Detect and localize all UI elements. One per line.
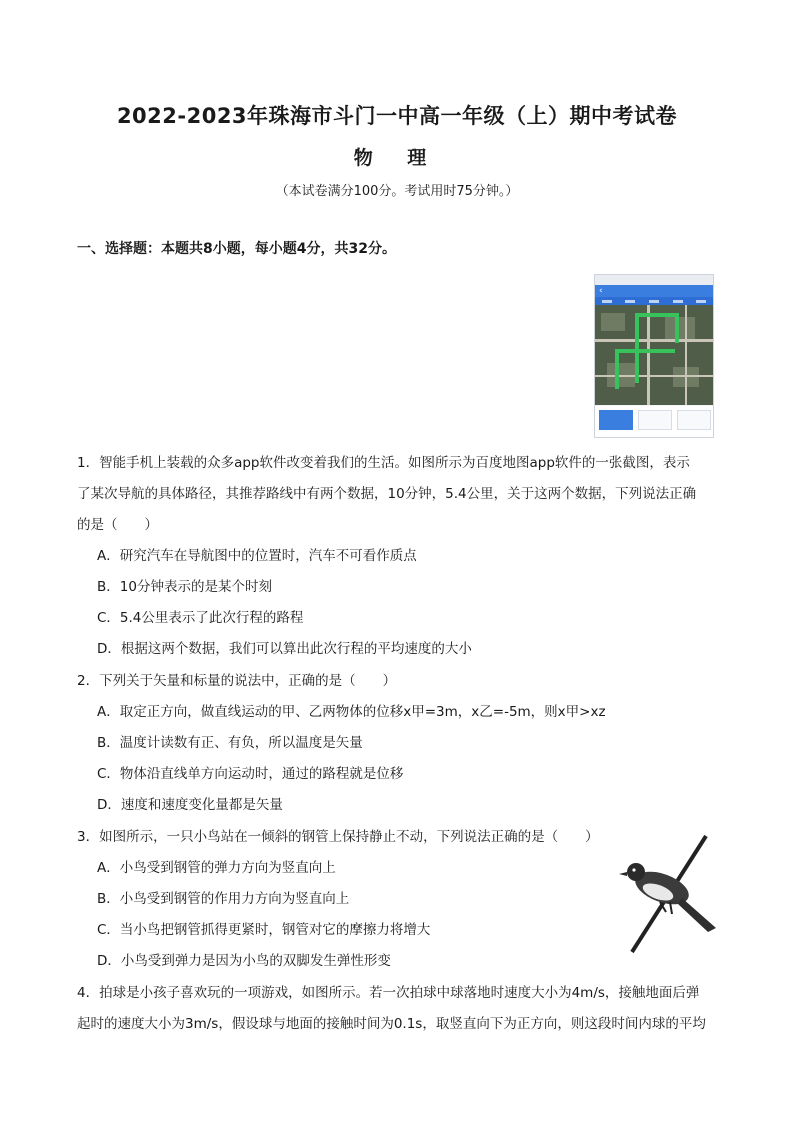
q3-option-b: B．小鸟受到钢管的作用力方向为竖直向上 <box>97 891 350 907</box>
route-options-panel <box>595 406 713 437</box>
bird-beak <box>619 872 627 876</box>
bird-tail <box>678 898 716 932</box>
bird-head <box>627 863 645 881</box>
back-arrow-icon: ‹ <box>599 286 603 296</box>
q4-stem-line-1: 4．拍球是小孩子喜欢玩的一项游戏，如图所示。若一次拍球中球落地时速度大小为4m/s，接触地面后弹 <box>77 985 700 1001</box>
q4-stem-line-2: 起时的速度大小为3m/s，假设球与地面的接触时间为0.1s，取竖直向下为正方向，则这段时间内球的平均 <box>77 1016 706 1032</box>
exam-note: （本试卷满分100分。考试用时75分钟。） <box>275 184 519 199</box>
q2-option-d: D．速度和速度变化量都是矢量 <box>97 797 283 813</box>
q3-option-d: D．小鸟受到弹力是因为小鸟的双脚发生弹性形变 <box>97 953 391 969</box>
q3-stem-line-1: 3．如图所示，一只小鸟站在一倾斜的钢管上保持静止不动，下列说法正确的是（ ） <box>77 829 599 845</box>
q2-option-a: A．取定正方向，做直线运动的甲、乙两物体的位移x甲=3m，x乙=-5m，则x甲>xz <box>97 704 606 720</box>
q2-option-b: B．温度计读数有正、有负，所以温度是矢量 <box>97 735 363 751</box>
route-card <box>638 410 672 430</box>
q2-option-c: C．物体沿直线单方向运动时，通过的路程就是位移 <box>97 766 404 782</box>
satellite-map-view <box>595 305 713 405</box>
subject-title: 物 理 <box>353 147 441 169</box>
q1-option-a: A．研究汽车在导航图中的位置时，汽车不可看作质点 <box>97 548 417 564</box>
q1-stem-line-3: 的是（ ） <box>77 517 158 533</box>
phone-status-bar <box>595 275 713 285</box>
route-card <box>677 410 711 430</box>
exam-title: 2022-2023年珠海市斗门一中高一年级（上）期中考试卷 <box>116 104 678 128</box>
q1-stem-line-1: 1．智能手机上装载的众多app软件改变着我们的生活。如图所示为百度地图app软件的一张截图，表示 <box>77 455 690 471</box>
map-app-header <box>595 285 713 297</box>
route-card-selected <box>599 410 633 430</box>
section-heading: 一、选择题：本题共8小题，每小题4分，共32分。 <box>77 241 396 257</box>
q3-option-c: C．当小鸟把钢管抓得更紧时，钢管对它的摩擦力将增大 <box>97 922 431 938</box>
q2-stem-line-1: 2．下列关于矢量和标量的说法中，正确的是（ ） <box>77 673 397 689</box>
q1-option-c: C．5.4公里表示了此次行程的路程 <box>97 610 304 626</box>
q3-option-a: A．小鸟受到钢管的弹力方向为竖直向上 <box>97 860 336 876</box>
bird-eye <box>632 868 635 871</box>
q1-option-d: D．根据这两个数据，我们可以算出此次行程的平均速度的大小 <box>97 641 472 657</box>
map-screenshot-figure <box>594 274 714 438</box>
q1-stem-line-2: 了某次导航的具体路径，其推荐路线中有两个数据，10分钟，5.4公里，关于这两个数据，下列说法正确 <box>77 486 697 502</box>
q1-option-b: B．10分钟表示的是某个时刻 <box>97 579 272 595</box>
map-app-tabs <box>595 297 713 305</box>
bird-on-pipe-figure <box>618 832 722 956</box>
